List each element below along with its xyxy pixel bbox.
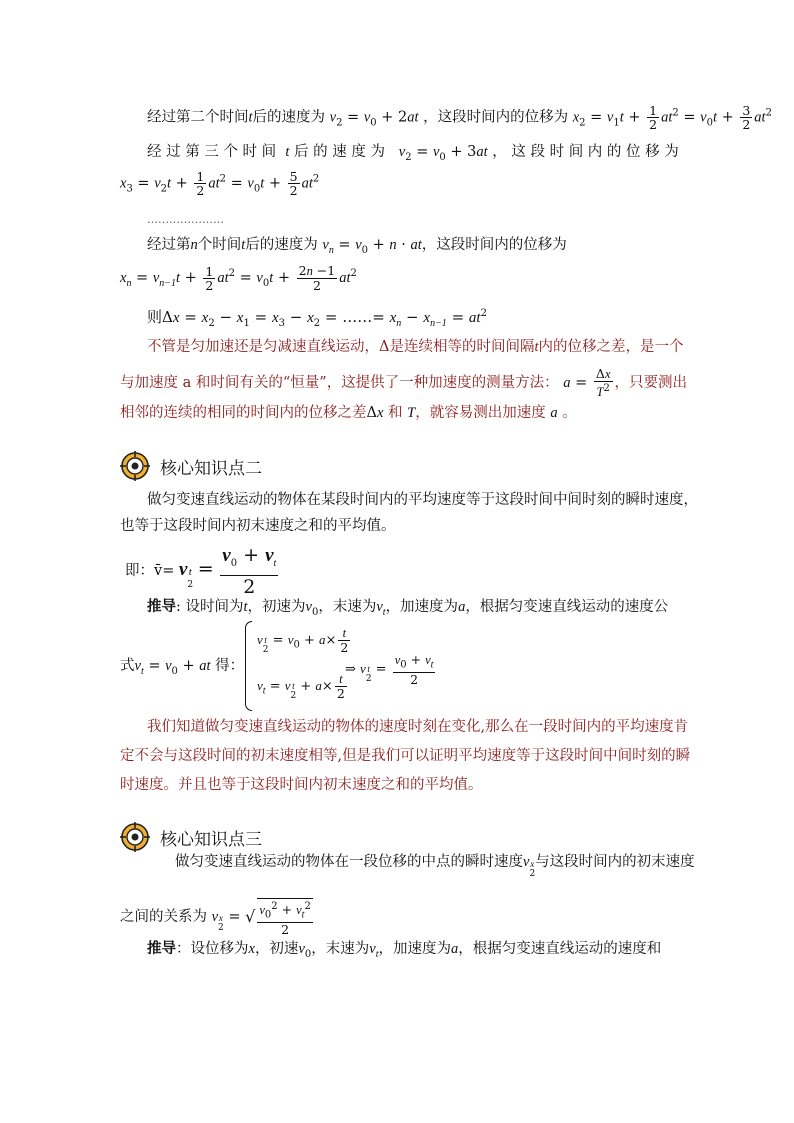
text: 经 过 第 三 个 时 间 — [147, 144, 277, 160]
text: ，末速为 — [311, 941, 370, 957]
text: ，加速度为 — [385, 599, 459, 615]
s2-derivation-2: 式$v_t = v_0$ + at 得： — [120, 658, 245, 677]
formula-delta-x: 则$\Delta x = x_2 - x_1 = x_3 - x_2$ = ……= $x_n - x_{n-1} = at^2$ — [147, 308, 487, 329]
s2-remark-2: 定不会与这段时间的初末速度相等,但是我们可以证明平均速度等于这段时间中间时刻的瞬 — [120, 748, 691, 764]
text: 之间的关系为 — [120, 908, 207, 925]
ellipsis-dots: ………………… — [147, 213, 224, 226]
section-heading-3 — [120, 822, 262, 852]
line-second-interval: 经过第二个时间t后的速度为 $v_2 = v_0 + 2at$ ，这段时间内的位移为 $x_2 = v_1t$ + $\frac{1}{2}$ $at^2 = v_0t$ + $\frac{3}{2}$ $at^2$ — [147, 103, 772, 132]
text: 经过第 — [147, 237, 191, 253]
text: 后 的 速 度 为 — [294, 144, 385, 160]
text: 与这段时间内的初末速度 — [535, 854, 695, 870]
text: v̄= — [154, 562, 175, 579]
text: ，加速度为 — [378, 941, 451, 957]
s3-para1: 做匀变速直线运动的物体在一段位移的中点的瞬时速度vx 2与这段时间内的初末速度 — [175, 854, 695, 879]
line-nth-interval: 经过第n个时间t后的速度为 $v_n = v_0 + n$ · at，这段时间内的位移为 — [147, 237, 567, 256]
text: ，只要测出 — [614, 375, 688, 392]
text: ，初速为 — [247, 599, 306, 615]
paragraph-constant-3: 相邻的连续的相同的时间内的位移之差Δx 和 T，就容易测出加速度 a 。 — [120, 405, 577, 421]
paragraph-constant-1: 不管是匀加速还是匀减速直线运动，Δ是连续相等的时间间隔t内的位移之差，是一个 — [147, 339, 684, 355]
text: : 设时间为 — [176, 599, 244, 615]
text: 则 — [147, 308, 163, 326]
formula-average-velocity: 即：v̄= vt 2 = $\frac{v_0 + v_t}{2}$ — [125, 544, 277, 598]
equation-system: v t $2 = v_0 + a\times$ $\frac{t}{2}$ $v_t = v$ t 2 + a× $\frac{t}{2}$ ⇒ v t 2 = $\frac{v_0 + v_t}{2}$ — [245, 621, 465, 711]
formula-x3: $x_3 = v_2t$ + $\frac{1}{2}$ $at^2 = v_0t$ + $\frac{5}{2}$ $at^2$ — [120, 169, 320, 198]
text: ：设位移为 — [176, 941, 249, 957]
text: 。 — [562, 405, 577, 421]
text: 后的速度为 — [252, 109, 326, 126]
formula-xn: $x_n = v_{n-1}t$ + $\frac{1}{2}$ $at^2 = v_0t$ + $\frac{2n -1}{2}$ $at^2$ — [120, 263, 357, 293]
s2-remark-3: 时速度。并且也等于这段时间内初末速度之和的平均值。 — [120, 777, 483, 793]
text: 与加速度 a 和时间有关的“恒量”，这提供了一种加速度的测量方法： — [120, 375, 559, 392]
text: ，根据匀变速直线运动的速度和 — [458, 941, 662, 957]
section-title: 核心知识点三 — [160, 829, 262, 850]
derivation-label: 推导 — [147, 940, 176, 957]
text: 内的位移之差，是一个 — [538, 339, 684, 355]
target-icon — [120, 451, 150, 481]
section-title: 核心知识点二 — [160, 458, 262, 479]
text: ，就容易测出加速度 — [415, 405, 546, 421]
text: ，初速 — [254, 941, 299, 957]
text: ，根据匀变速直线运动的速度公 — [465, 599, 669, 615]
s2-para2: 也等于这段时间内初末速度之和的平均值。 — [120, 518, 396, 534]
text: 后的速度为 — [245, 237, 318, 253]
text: 和 — [388, 405, 403, 421]
text: 个时间 — [197, 237, 242, 253]
s2-para1: 做匀变速直线运动的物体在某段时间内的平均速度等于这段时间中间时刻的瞬时速度， — [147, 492, 698, 508]
text: ， 这 段 时 间 内 的 位 移 为 — [492, 144, 679, 160]
text: 相邻的连续的相同的时间内的位移之差 — [120, 405, 367, 421]
line-third-interval: 经 过 第 三 个 时 间 t 后 的 速 度 为 $v_2 = v_0 + 3at$ ， 这 段 时 间 内 的 位 移 为 — [147, 144, 679, 163]
text: 不管是匀加速还是匀减速直线运动，Δ是连续相等的时间间隔 — [147, 339, 535, 355]
text: 式 — [120, 658, 135, 674]
s2-remark-1: 我们知道做匀变速直线运动的物体的速度时刻在变化,那么在一段时间内的平均速度肯 — [147, 719, 689, 735]
text: ，这段时间内的位移为 — [421, 237, 567, 253]
target-icon — [120, 822, 150, 852]
text: 经过第二个时间 — [147, 109, 249, 126]
text: ，这段时间内的位移为 — [423, 109, 569, 126]
text: ，末速为 — [318, 599, 377, 615]
paragraph-constant-2: 与加速度 a 和时间有关的“恒量”，这提供了一种加速度的测量方法： a = $\frac{\Delta x}{T^2}$ ，只要测出 — [120, 366, 688, 400]
s3-para2: 之间的关系为 vx 2 = √ $\frac{v_0^2 + v_t^2}{2}$ — [120, 898, 315, 936]
s3-derivation: 推导：设位移为x，初速$v_0$，末速为$v_t$，加速度为a，根据匀变速直线运动的速度和 — [147, 940, 662, 960]
s2-derivation-1: 推导: 设时间为t，初速为$v_0$，末速为$v_t$，加速度为a，根据匀变速直线运动的速度公 — [147, 598, 669, 618]
text: 做匀变速直线运动的物体在一段位移的中点的瞬时速度 — [175, 854, 523, 870]
section-heading-2 — [120, 451, 262, 481]
derivation-label: 推导 — [147, 598, 176, 615]
text: 即： — [125, 562, 154, 579]
text: 得： — [215, 658, 245, 674]
